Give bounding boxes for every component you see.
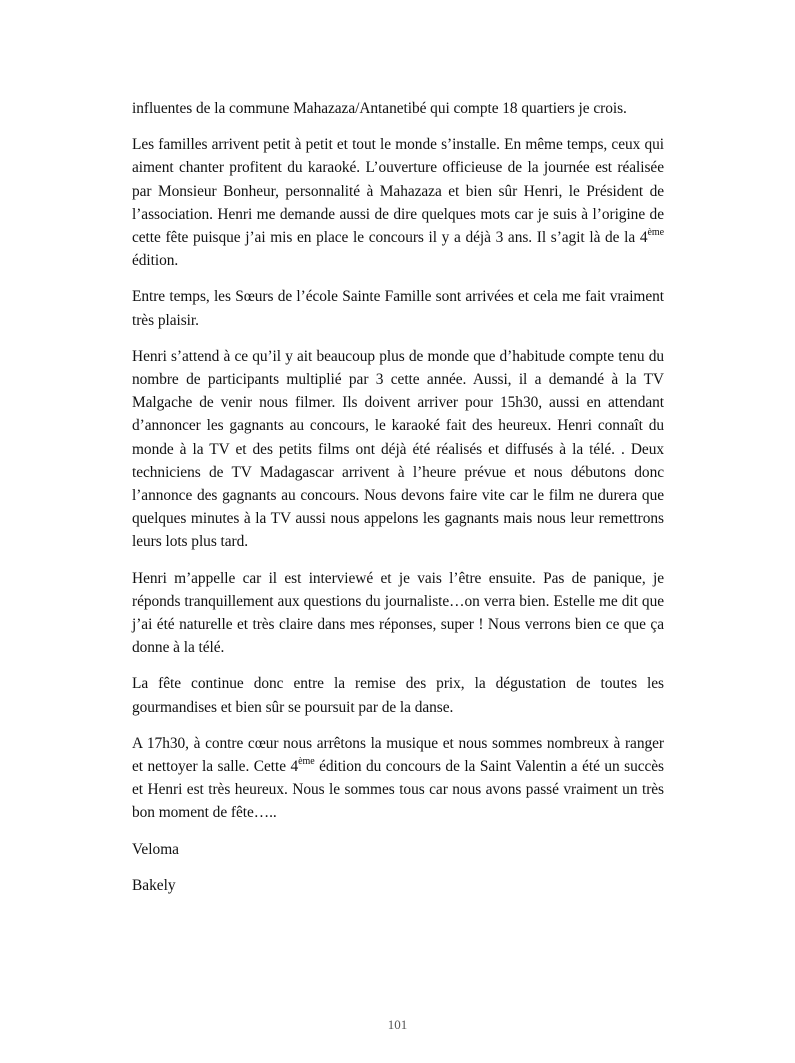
paragraph-7 [132, 732, 664, 825]
paragraph-6: La fête continue donc entre la remise des prix, la dégustation de toutes les gourmandises et bien sûr se poursuit par de la danse. [132, 675, 664, 716]
paragraph-4: Henri s’attend à ce qu’il y ait beaucoup plus de monde que d’habitude compte tenu du nombre de participants multiplié par 3 cette année. Aussi, il a demandé à la TV Malgache de venir nous filmer. Ils doivent arriver pour 15h30, aussi en attendant d’annoncer les gagnants au concours, le karaoké fait des heureux. Henri connaît du monde à la TV et des petits films ont déjà été réalisés et diffusés à la télé. . Deux techniciens de TV Madagascar arrivent à l’heure prévue et nous débutons donc l’annonce des gagnants au concours. Nous devons faire vite car le film ne durera que quelques minutes à la TV aussi nous appelons les gagnants mais nous leur remettrons leurs lots plus tard. [132, 347, 664, 551]
paragraph-2-text: Les familles arrivent petit à petit et tout le monde s’installe. En même temps, ceux qui aiment chanter profitent du karaoké. L’ouverture officieuse de la journée est réalisée par Monsieur Bonheur, personnalité à Mahazaza et bien sûr Henri, le Président de l’association. Henri me demande aussi de dire quelques mots car je suis à l’origine de cette fête puisque j’ai mis en place le concours il y a déjà 3 ans. Il s’agit là de la 4 [132, 136, 664, 247]
paragraph-2 [132, 133, 664, 272]
paragraph-7-end: édition du concours de la Saint Valentin a été un succès et Henri est très heureux. Nous le sommes tous car nous avons passé vraiment un très bon moment de fête….. [132, 758, 664, 822]
paragraph-1: influentes de la commune Mahazaza/Antanetibé qui compte 18 quartiers je crois. [132, 100, 627, 117]
signature-line: Veloma [132, 840, 180, 858]
ordinal-superscript: ème [298, 755, 315, 767]
signature-name: Bakely [132, 876, 176, 894]
paragraph-5: Henri m’appelle car il est interviewé et je vais l’être ensuite. Pas de panique, je réponds tranquillement aux questions du journaliste…on verra bien. Estelle me dit que j’ai été naturelle et très claire dans mes réponses, super ! Nous verrons bien ce que ça donne à la télé. [132, 569, 664, 657]
paragraph-3: Entre temps, les Sœurs de l’école Sainte Famille sont arrivées et cela me fait vraiment très plaisir. [132, 288, 664, 329]
paragraph-2-end: édition. [132, 252, 179, 270]
paragraph-7-text: A 17h30, à contre cœur nous arrêtons la musique et nous sommes nombreux à ranger et nettoyer la salle. Cette 4 [132, 734, 664, 776]
ordinal-superscript: ème [647, 226, 664, 238]
page-number: 101 [387, 1017, 408, 1032]
document-body [132, 97, 664, 910]
